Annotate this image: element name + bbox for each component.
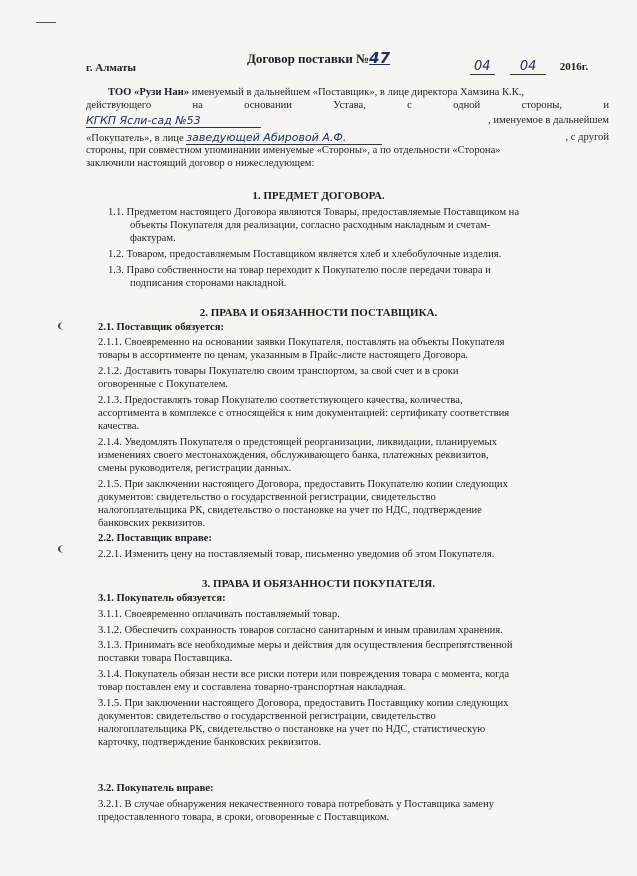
clause-2-1-5-cont: документов: свидетельство о государственной регистрации, свидетельство — [98, 492, 436, 503]
clause-1-2: 1.2. Товаром, предоставляемым Поставщиком является хлеб и хлебобулочные изделия. — [108, 249, 502, 260]
preamble-line-2: действующего на основании Устава, с одной стороны, и — [86, 100, 609, 111]
clause-3-1-5: 3.1.5. При заключении настоящего Договора, предоставить Поставщику копии следующих — [98, 698, 509, 709]
clause-2-1-1: 2.1.1. Своевременно на основании заявки Покупателя, поставлять на объекты Покупателя — [98, 337, 505, 348]
clause-3-1-5-cont3: карточку, подтверждение банковских реквизитов. — [98, 737, 322, 748]
clause-2-1-1-cont: товары в ассортименте по ценам, указанным в Прайс-листе настоящего Договора. — [98, 350, 469, 361]
subsection-3-2: 3.2. Покупатель вправе: — [98, 783, 214, 794]
subsection-3-1: 3.1. Покупатель обязуется: — [98, 593, 226, 604]
corner-mark — [36, 22, 56, 23]
subsection-2-2: 2.2. Поставщик вправе: — [98, 533, 212, 544]
contract-date — [470, 60, 588, 74]
clause-2-1-5: 2.1.5. При заключении настоящего Договора, предоставить Покупателю копии следующих — [98, 479, 508, 490]
clause-3-1-3: 3.1.3. Принимать все необходимые меры и действия для осуществления беспрепятственной — [98, 640, 513, 651]
clause-2-1-5-cont2: налогоплательщика РК, свидетельство о постановке на учет по НДС, подтверждение — [98, 505, 482, 516]
clause-1-1-cont2: фактурам. — [130, 233, 176, 244]
preamble-line-6: заключили настоящий договор о нижеследующем: — [86, 158, 315, 169]
clause-3-2-1: 3.2.1. В случае обнаружения некачественного товара потребовать у Поставщика замену — [98, 799, 494, 810]
clause-2-1-5-cont3: банковских реквизитов. — [98, 518, 206, 529]
preamble-line-3: КГКП Ясли-сад №53 , именуемое в дальнейшем — [86, 114, 609, 127]
clause-3-2-1-cont: предоставленного товара, в сроки, оговоренные с Поставщиком. — [98, 812, 390, 823]
clause-2-1-2: 2.1.2. Доставить товары Покупателю своим транспортом, за свой счет и в сроки — [98, 366, 459, 377]
preamble-line-5: стороны, при совместном упоминании именуемые «Стороны», а по отдельности «Сторона» — [86, 145, 501, 156]
date-day: 04 — [470, 59, 495, 75]
clause-3-1-1: 3.1.1. Своевременно оплачивать поставляемый товар. — [98, 609, 340, 620]
clause-1-1-cont: объекты Покупателя для реализации, согласно расходным накладным и счетам- — [130, 220, 491, 231]
punch-hole-bottom — [58, 545, 70, 553]
clause-3-1-5-cont: документов: свидетельство о государственной регистрации, свидетельство — [98, 711, 436, 722]
section-1-heading: 1. ПРЕДМЕТ ДОГОВОРА. — [252, 190, 385, 202]
preamble-line-4: «Покупатель», в лице заведующей Абировой А.Ф. , с другой — [86, 131, 609, 144]
section-3-heading: 3. ПРАВА И ОБЯЗАННОСТИ ПОКУПАТЕЛЯ. — [202, 578, 435, 590]
contract-number: 47 — [369, 49, 391, 67]
clause-1-3-cont: подписания сторонами накладной. — [130, 278, 287, 289]
clause-2-1-4-cont: изменениях своего местонахождения, обслуживающего банка, платежных реквизитов, — [98, 450, 489, 461]
clause-2-1-3-cont: ассортимента в комплексе с относящейся к ним документацией: сертификату соответствия — [98, 408, 510, 419]
punch-hole-top — [58, 322, 70, 330]
clause-2-1-3-cont2: качества. — [98, 421, 140, 432]
clause-3-1-3-cont: поставки товара Поставщика. — [98, 653, 233, 664]
clause-2-1-2-cont: оговоренные с Покупателем. — [98, 379, 229, 390]
clause-3-1-2: 3.1.2. Обеспечить сохранность товаров согласно санитарным и иным правилам хранения. — [98, 625, 503, 636]
preamble-line-1: ТОО «Рузи Нан» именуемый в дальнейшем «Поставщик», в лице директора Хамзина К.К., — [108, 87, 525, 98]
clause-3-1-5-cont2: налогоплательщика РК, свидетельство о постановке на учет по НДС, статистическую — [98, 724, 486, 735]
clause-2-1-3: 2.1.3. Предоставлять товар Покупателю соответствующего качества, количества, — [98, 395, 463, 406]
clause-2-1-4: 2.1.4. Уведомлять Покупателя о предстоящей реорганизации, ликвидации, планируемых — [98, 437, 497, 448]
subsection-2-1: 2.1. Поставщик обязуется: — [98, 322, 224, 333]
document-title: Договор поставки №47 — [246, 49, 391, 67]
clause-1-3: 1.3. Право собственности на товар переходит к Покупателю после передачи товара и — [108, 265, 491, 276]
clause-1-1: 1.1. Предметом настоящего Договора являются Товары, предоставляемые Поставщиком на — [108, 207, 520, 218]
clause-2-2-1: 2.2.1. Изменить цену на поставляемый товар, письменно уведомив об этом Покупателя. — [98, 549, 495, 560]
clause-3-1-4-cont: товар поставлен ему и составлена товарно-транспортная накладная. — [98, 682, 406, 693]
date-year: 2016г. — [559, 61, 589, 73]
city: г. Алматы — [86, 62, 136, 74]
date-month: 04 — [510, 59, 547, 75]
section-2-heading: 2. ПРАВА И ОБЯЗАННОСТИ ПОСТАВЩИКА. — [199, 307, 438, 319]
clause-3-1-4: 3.1.4. Покупатель обязан нести все риски потери или повреждения товара с момента, когда — [98, 669, 510, 680]
clause-2-1-4-cont2: смены руководителя, регистрации данных. — [98, 463, 292, 474]
